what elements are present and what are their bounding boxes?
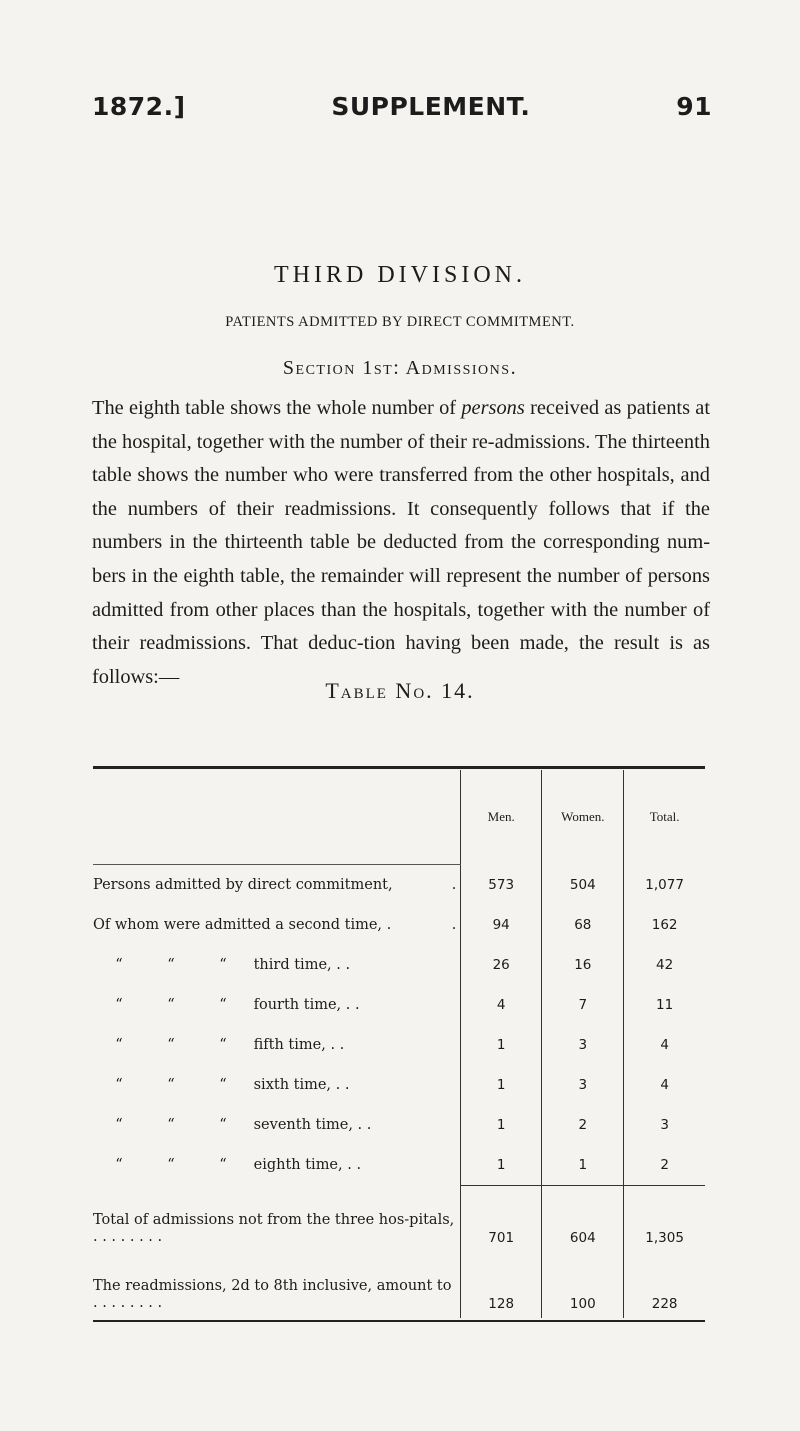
row-label (93, 1065, 461, 1105)
men-value: 1 (461, 1065, 542, 1105)
ditto-mark: “ (167, 1077, 175, 1093)
ditto-mark: “ (219, 1077, 227, 1093)
paragraph-part-1: The eighth table shows the whole number of (92, 397, 462, 419)
ditto-mark: “ (219, 1117, 227, 1133)
row-label (93, 1025, 461, 1065)
table-header-row (93, 770, 705, 865)
row-leader: . (354, 997, 360, 1013)
women-value: 68 (542, 905, 624, 945)
table-row (93, 865, 705, 906)
grand-total: 1,305 (624, 1186, 705, 1253)
row-leader: . . (330, 1037, 345, 1053)
total-value: 4 (624, 1065, 705, 1105)
table-top-rule (93, 766, 705, 769)
total-value: 42 (624, 945, 705, 985)
admissions-table (93, 770, 705, 1318)
ditto-mark: “ (115, 997, 123, 1013)
men-value: 1 (461, 1145, 542, 1186)
row-label-text: fourth time, . (253, 997, 351, 1013)
row-leader: . (356, 1157, 362, 1174)
total-value: 162 (624, 905, 705, 945)
ditto-mark: “ (219, 1037, 227, 1053)
total-value: 3 (624, 1105, 705, 1145)
ditto-mark: “ (219, 957, 227, 973)
row-label (93, 985, 461, 1025)
ditto-mark: “ (167, 997, 175, 1013)
row-label (93, 1105, 461, 1145)
table-row (93, 1025, 705, 1065)
row-leader: . (451, 877, 457, 893)
men-value: 26 (461, 945, 542, 985)
row-label (93, 945, 461, 985)
men-value: 573 (461, 865, 542, 906)
row-leader: . (366, 1117, 372, 1133)
row-label-text: Of whom were admitted a second time, . (93, 917, 392, 933)
total-row (93, 1186, 705, 1253)
women-value: 3 (542, 1065, 624, 1105)
row-label-text: seventh time, . (253, 1117, 363, 1133)
women-value: 1 (542, 1145, 624, 1186)
table-title: Table No. 14. (325, 678, 475, 703)
total-label: Total of admissions not from the three hos-pitals, . . . . . . . . (93, 1212, 455, 1245)
table-row (93, 1105, 705, 1145)
row-leader: . (451, 917, 457, 933)
men-value: 1 (461, 1105, 542, 1145)
table-row (93, 985, 705, 1025)
row-label-text: fifth time, (253, 1037, 326, 1053)
division-title: THIRD DIVISION. (274, 262, 526, 288)
row-label-text: Persons admitted by direct commitment, (93, 877, 393, 893)
women-total: 604 (542, 1186, 624, 1253)
ditto-mark: “ (167, 957, 175, 973)
ditto-mark: “ (219, 1157, 227, 1174)
paragraph-part-2: received as patients at the hospital, together with the number of their re-admissions. The thirteenth table shows the number who were transferred from the other hospitals, and the numbers of their readmissions. It consequently follows that if the numbers in the thirteenth table be deducted from the corresponding num-bers in the eighth table, the remainder will represent the number of persons admitted from other places than the hospitals, together with the number of their readmissions. That deduc-tion having been made, the result is as follows:— (92, 397, 711, 688)
paragraph-emphasis: persons (461, 397, 525, 419)
column-header-total: Total. (624, 770, 705, 865)
stub-header (93, 770, 461, 865)
ditto-mark: “ (167, 1117, 175, 1133)
row-label (93, 865, 461, 906)
readmissions-label: The readmissions, 2d to 8th inclusive, amount to . . . . . . . . (93, 1278, 452, 1311)
ditto-mark: “ (115, 1037, 123, 1053)
men-value: 4 (461, 985, 542, 1025)
ditto-mark: “ (115, 1077, 123, 1093)
ditto-mark: “ (167, 1037, 175, 1053)
table-bottom-rule (93, 1320, 705, 1322)
section-title: Section 1st: Admissions. (282, 357, 518, 379)
row-label-text: eighth time, . (253, 1157, 352, 1174)
table-row (93, 905, 705, 945)
men-total: 701 (461, 1186, 542, 1253)
ditto-mark: “ (115, 957, 123, 973)
table-row (93, 1065, 705, 1105)
men-value: 1 (461, 1025, 542, 1065)
column-header-women: Women. (542, 770, 624, 865)
total-value: 2 (624, 1145, 705, 1186)
page-number: 91 (676, 92, 712, 121)
women-value: 16 (542, 945, 624, 985)
body-paragraph (92, 392, 710, 694)
table-row (93, 1145, 705, 1186)
row-label-text: third time, (253, 957, 332, 973)
row-leader: . . (335, 1077, 350, 1093)
men-readmissions: 128 (461, 1252, 542, 1318)
ditto-mark: “ (115, 1157, 123, 1174)
women-value: 7 (542, 985, 624, 1025)
men-value: 94 (461, 905, 542, 945)
ditto-mark: “ (219, 997, 227, 1013)
header-title: SUPPLEMENT. (331, 92, 531, 121)
women-value: 504 (542, 865, 624, 906)
total-readmissions: 228 (624, 1252, 705, 1318)
row-label-text: sixth time, (253, 1077, 332, 1093)
table-row (93, 945, 705, 985)
women-value: 2 (542, 1105, 624, 1145)
row-label (93, 1145, 461, 1186)
women-readmissions: 100 (542, 1252, 624, 1318)
subtitle: PATIENTS ADMITTED BY DIRECT COMMITMENT. (225, 314, 575, 330)
total-value: 1,077 (624, 865, 705, 906)
column-header-men: Men. (461, 770, 542, 865)
total-value: 11 (624, 985, 705, 1025)
header-year: 1872.] (92, 92, 186, 121)
women-value: 3 (542, 1025, 624, 1065)
ditto-mark: “ (115, 1117, 123, 1133)
running-head (92, 92, 712, 121)
total-value: 4 (624, 1025, 705, 1065)
row-leader: . . (336, 957, 351, 973)
ditto-mark: “ (167, 1157, 175, 1174)
row-label (93, 905, 461, 945)
readmissions-row (93, 1252, 705, 1318)
